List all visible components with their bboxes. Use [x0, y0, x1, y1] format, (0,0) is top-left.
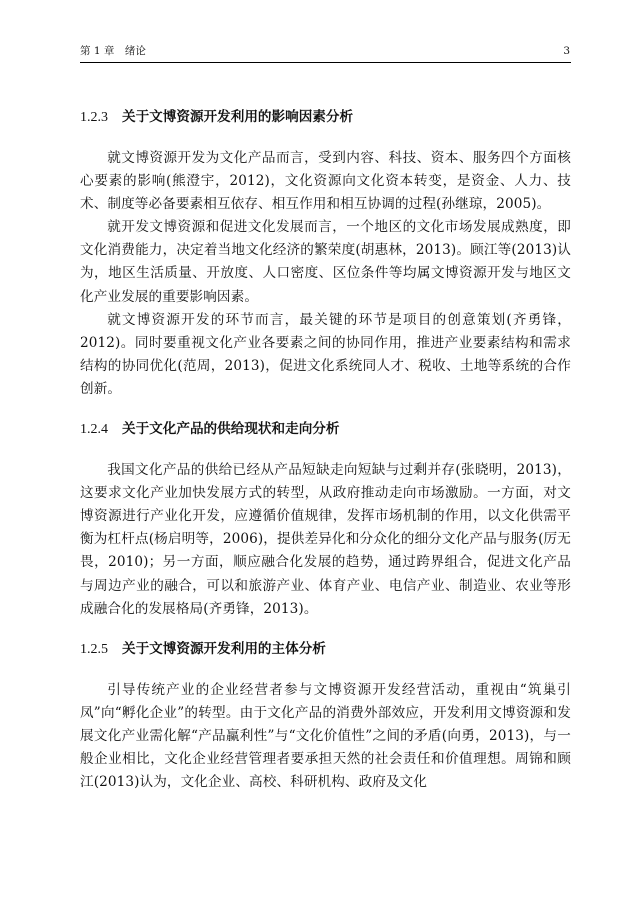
section-heading-1-2-3 — [80, 108, 571, 127]
section-heading-1-2-5 — [80, 640, 571, 659]
paragraph: 就文博资源开发为文化产品而言，受到内容、科技、资本、服务四个方面核心要素的影响(熊澄宇，2012)，文化资源向文化资本转变，是资金、人力、技术、制度等必备要素相互依存、相互作用和相互协调的过程(孙继琼，2005)。 — [80, 150, 571, 213]
paragraph: 引导传统产业的企业经营者参与文博资源开发经营活动，重视由“筑巢引凤”向“孵化企业”的转型。由于文化产品的消费外部效应，开发利用文博资源和发展文化产业需化解“产品赢利性”与“文化价值性”之间的矛盾(向勇，2013)，与一般企业相比，文化企业经营管理者要承担天然的社会责任和价值理想。周锦和顾江(2013)认为，文化企业、高校、科研机构、政府及文化 — [80, 681, 571, 791]
header-rule — [80, 62, 571, 63]
section-title: 关于文博资源开发利用的影响因素分析 — [122, 109, 354, 125]
paragraph: 就开发文博资源和促进文化发展而言，一个地区的文化市场发展成熟度，即文化消费能力，决定着当地文化经济的繁荣度(胡惠林，2013)。顾江等(2013)认为，地区生活质量、开放度、人口密度、区位条件等均属文博资源开发与地区文化产业发展的重要影响因素。 — [80, 219, 571, 305]
paragraph: 就文博资源开发的环节而言，最关键的环节是项目的创意策划(齐勇锋，2012)。同时要重视文化产业各要素之间的协同作用，推进产业要素结构和需求结构的协同优化(范周，2013)，促进文化系统同人才、税收、土地等系统的合作创新。 — [80, 311, 571, 397]
page-number: 3 — [563, 45, 570, 57]
paragraph: 我国文化产品的供给已经从产品短缺走向短缺与过剩并存(张晓明，2013)，这要求文化产业加快发展方式的转型，从政府推动走向市场激励。一方面，对文博资源进行产业化开发，应遵循价值规律，发挥市场机制的作用，以文化供需平衡为杠杆点(杨启明等，2006)，提供差异化和分众化的细分文化产品与服务(厉无畏，2010)；另一方面，顺应融合化发展的趋势，通过跨界组合，促进文化产品与周边产业的融合，可以和旅游产业、体育产业、电信产业、制造业、农业等形成融合化的发展格局(齐勇锋，2013)。 — [80, 462, 571, 617]
section-heading-1-2-4 — [80, 420, 571, 439]
section-title: 关于文化产品的供给现状和走向分析 — [122, 421, 340, 438]
section-number: 1.2.5 — [80, 641, 108, 657]
running-header — [80, 44, 570, 58]
section-number: 1.2.3 — [80, 110, 108, 125]
page-body — [80, 108, 571, 794]
section-title: 关于文博资源开发利用的主体分析 — [122, 640, 326, 657]
chapter-title: 第 1 章 绪论 — [80, 45, 146, 57]
section-number: 1.2.4 — [80, 422, 108, 438]
